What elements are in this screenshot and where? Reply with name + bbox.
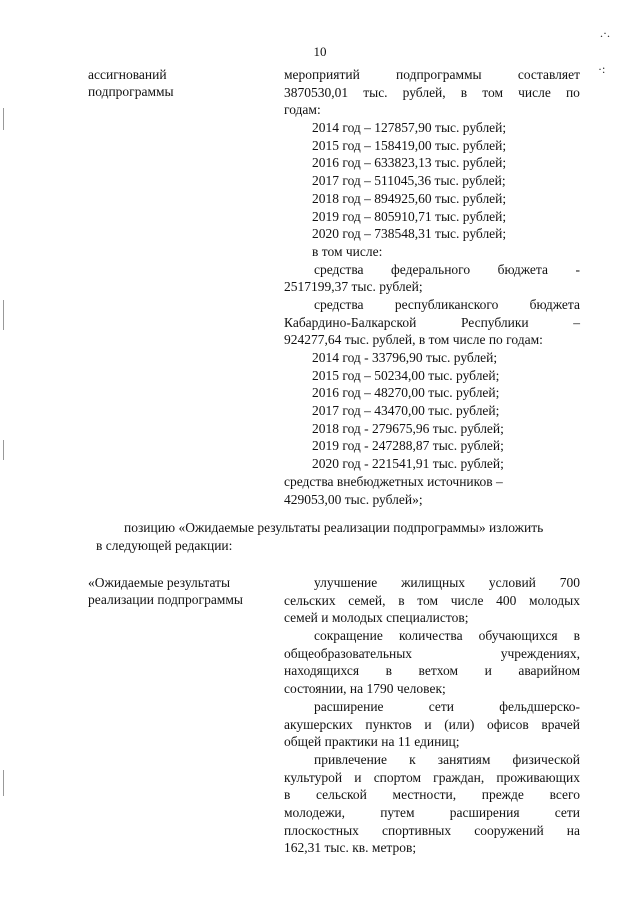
text-line: Кабардино-Балкарской Республики –: [284, 314, 580, 330]
text-line: 2019 год – 805910,71 тыс. рублей;: [312, 208, 507, 224]
paragraph-line: в следующей редакции:: [96, 538, 233, 553]
text-line: 2018 год - 279675,96 тыс. рублей;: [312, 420, 504, 436]
text-line: в том числе:: [312, 243, 383, 259]
section1-label: [88, 66, 263, 100]
page-number: 10: [313, 44, 327, 59]
text-line: 2016 год – 633823,13 тыс. рублей;: [312, 155, 507, 171]
text-line: молодежи, путем расширения сети: [284, 804, 580, 820]
text-line: средства республиканского бюджета: [314, 296, 580, 312]
text-line: средства внебюджетных источников –: [284, 473, 503, 489]
text-line: 2020 год – 738548,31 тыс. рублей;: [312, 226, 507, 242]
scan-mark: .·.: [600, 26, 610, 40]
text-line: 2017 год – 511045,36 тыс. рублей;: [312, 173, 506, 189]
label-line: ассигнований: [88, 67, 167, 82]
label-line: реализации подпрограммы: [88, 592, 243, 607]
text-line: средства федерального бюджета -: [314, 261, 580, 277]
text-line: 429053,00 тыс. рублей»;: [284, 491, 423, 507]
text-line: 2015 год – 158419,00 тыс. рублей;: [312, 137, 507, 153]
scan-mark: ·:: [598, 62, 606, 76]
text-line: сокращение количества обучающихся в: [314, 628, 580, 644]
text-line: 2517199,37 тыс. рублей;: [284, 279, 423, 295]
text-line: 924277,64 тыс. рублей, в том числе по годам:: [284, 332, 543, 348]
text-line: расширение сети фельдшерско-: [314, 698, 580, 714]
text-line: 2017 год – 43470,00 тыс. рублей;: [312, 403, 500, 419]
text-line: 2015 год – 50234,00 тыс. рублей;: [312, 367, 500, 383]
scan-edge-mark: [3, 770, 4, 796]
text-line: находящихся в ветхом и аварийном: [284, 663, 580, 679]
text-line: общей практики на 11 единиц;: [284, 734, 460, 750]
paragraph-line: позицию «Ожидаемые результаты реализации подпрограммы» изложить: [124, 520, 544, 535]
text-line: в сельской местности, прежде всего: [284, 787, 580, 803]
text-line: 3870530,01 тыс. рублей, в том числе по: [284, 84, 580, 100]
text-line: мероприятий подпрограммы составляет: [284, 67, 580, 82]
instruction-paragraph: [96, 519, 590, 555]
text-line: семей и молодых специалистов;: [284, 610, 469, 626]
text-line: акушерских пунктов и (или) офисов врачей: [284, 716, 580, 732]
text-line: 2018 год – 894925,60 тыс. рублей;: [312, 190, 507, 206]
text-line: 2019 год - 247288,87 тыс. рублей;: [312, 438, 504, 454]
text-line: годам:: [284, 102, 321, 118]
scan-edge-mark: [3, 108, 4, 130]
text-line: плоскостных спортивных сооружений на: [284, 822, 580, 838]
section2-label: [88, 574, 263, 608]
text-line: состоянии, на 1790 человек;: [284, 681, 446, 697]
text-line: 162,31 тыс. кв. метров;: [284, 840, 417, 856]
text-line: общеобразовательных учреждениях,: [284, 645, 580, 661]
scan-edge-mark: [3, 440, 4, 460]
text-line: привлечение к занятиям физической: [314, 751, 580, 767]
section2-content: [284, 574, 580, 857]
text-line: сельских семей, в том числе 400 молодых: [284, 592, 580, 608]
section1-content: [284, 66, 580, 508]
text-line: 2014 год – 127857,90 тыс. рублей;: [312, 120, 507, 136]
text-line: 2016 год – 48270,00 тыс. рублей;: [312, 385, 500, 401]
text-line: 2020 год - 221541,91 тыс. рублей;: [312, 456, 504, 472]
label-line: подпрограммы: [88, 84, 174, 99]
scan-edge-mark: [3, 300, 4, 330]
text-line: улучшение жилищных условий 700: [314, 575, 580, 590]
label-line: «Ожидаемые результаты: [88, 575, 231, 590]
text-line: культурой и спортом граждан, проживающих: [284, 769, 580, 785]
text-line: 2014 год - 33796,90 тыс. рублей;: [312, 350, 498, 365]
